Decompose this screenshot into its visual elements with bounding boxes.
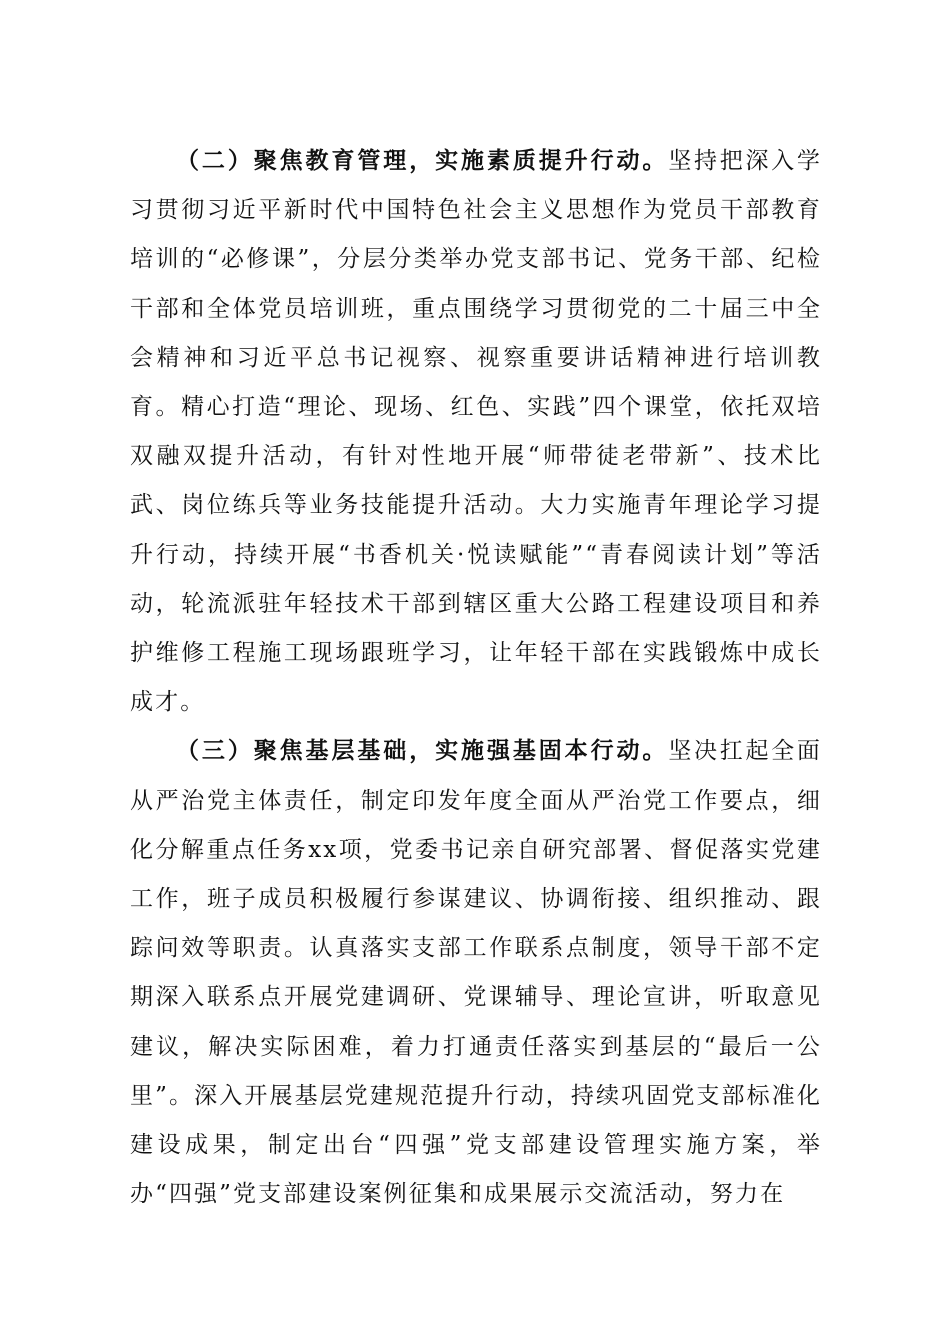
paragraph-heading: （二）聚焦教育管理，实施素质提升行动。 <box>176 148 669 174</box>
paragraph-education-management <box>130 137 822 727</box>
document-body <box>130 137 822 1219</box>
paragraph-grassroots-foundation <box>130 727 822 1219</box>
paragraph-text: 坚决扛起全面从严治党主体责任，制定印发年度全面从严治党工作要点，细化分解重点任务xx项，党委书记亲自研究部署、督促落实党建工作，班子成员积极履行参谋建议、协调衔接、组织推动、跟踪问效等职责。认真落实支部工作联系点制度，领导干部不定期深入联系点开展党建调研、党课辅导、理论宣讲，听取意见建议，解决实际困难，着力打通责任落实到基层的“最后一公里”。深入开展基层党建规范提升行动，持续巩固党支部标准化建设成果，制定出台“四强”党支部建设管理实施方案，举办“四强”党支部建设案例征集和成果展示交流活动，努力在 <box>130 738 822 1208</box>
paragraph-text: 坚持把深入学习贯彻习近平新时代中国特色社会主义思想作为党员干部教育培训的“必修课”，分层分类举办党支部书记、党务干部、纪检干部和全体党员培训班，重点围绕学习贯彻党的二十届三中全会精神和习近平总书记视察、视察重要讲话精神进行培训教育。精心打造“理论、现场、红色、实践”四个课堂，依托双培双融双提升活动，有针对性地开展“师带徒老带新”、技术比武、岗位练兵等业务技能提升活动。大力实施青年理论学习提升行动，持续开展“书香机关·悦读赋能”“青春阅读计划”等活动，轮流派驻年轻技术干部到辖区重大公路工程建设项目和养护维修工程施工现场跟班学习，让年轻干部在实践锻炼中成长成才。 <box>130 148 822 716</box>
paragraph-heading: （三）聚焦基层基础，实施强基固本行动。 <box>176 738 669 765</box>
